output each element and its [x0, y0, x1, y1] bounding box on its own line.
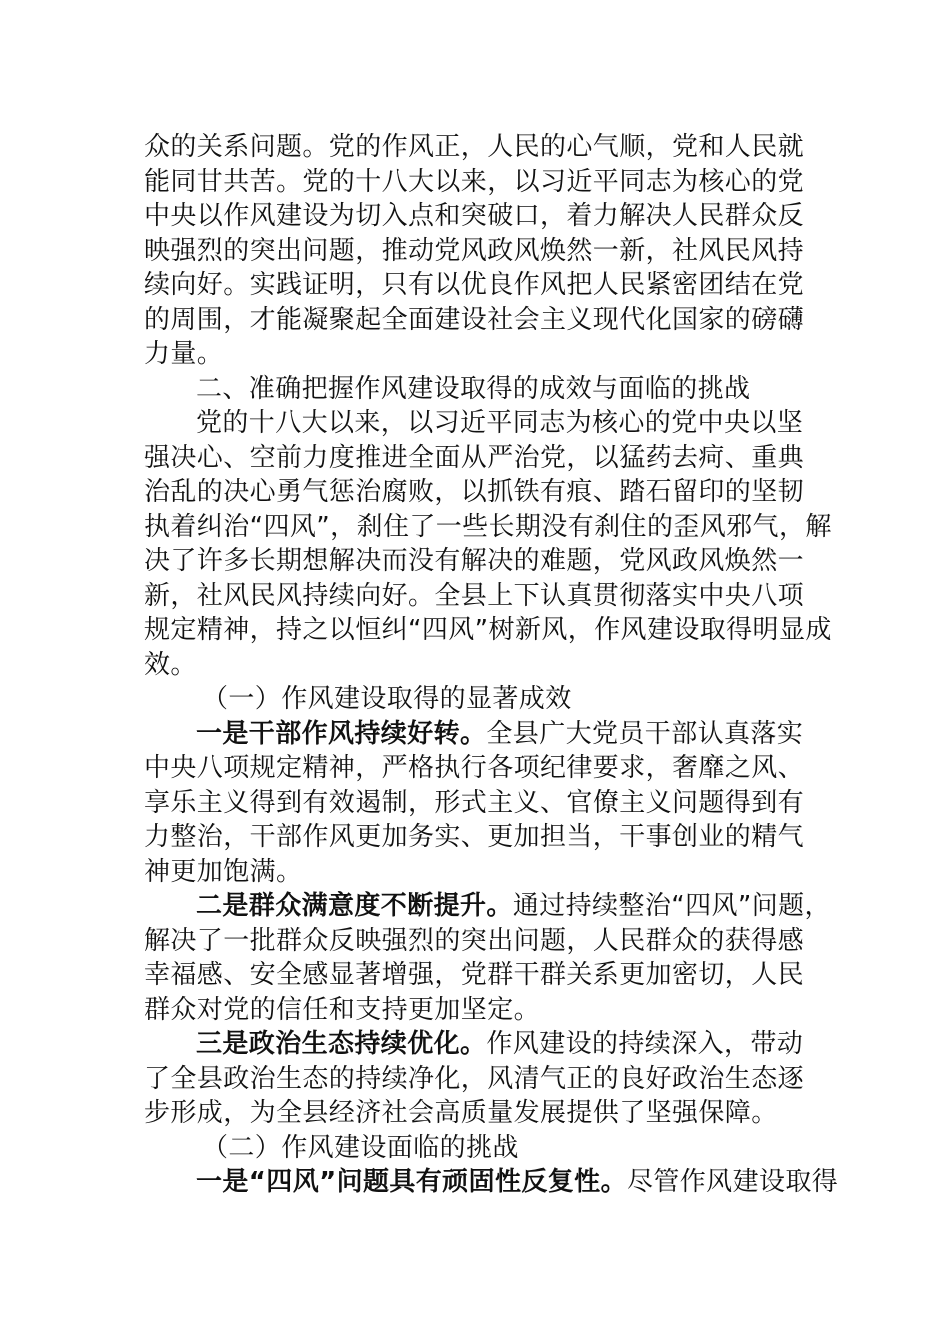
- text-line: 解决了一批群众反映强烈的突出问题，人民群众的获得感: [144, 925, 805, 956]
- text-line: 映强烈的突出问题，推动党风政风焕然一新，社风民风持: [144, 235, 805, 266]
- text-line: 效。: [144, 649, 197, 680]
- text-line: 步形成，为全县经济社会高质量发展提供了坚强保障。: [144, 1098, 778, 1128]
- text-line: 新，社风民风持续向好。全县上下认真贯彻落实中央八项: [144, 580, 805, 611]
- text-line: [144, 717, 806, 752]
- text-line: [144, 1165, 839, 1200]
- text-line: 决了许多长期想解决而没有解决的难题，党风政风焕然一: [144, 546, 805, 576]
- text-line: 群众对党的信任和支持更加坚定。: [144, 994, 541, 1025]
- subsection-heading: （一）作风建设取得的显著成效: [202, 684, 572, 714]
- text-line: [144, 1027, 806, 1062]
- text-line: 续向好。实践证明，只有以优良作风把人民紧密团结在党: [144, 270, 805, 300]
- text-line: 众的关系问题。党的作风正，人民的心气顺，党和人民就: [144, 132, 805, 162]
- text-line: 规定精神，持之以恒纠“四风”树新风，作风建设取得明显成: [144, 615, 832, 645]
- text-line: 党的十八大以来，以习近平同志为核心的党中央以坚: [196, 408, 804, 438]
- text-line: 享乐主义得到有效遏制，形式主义、官僚主义问题得到有: [144, 787, 805, 818]
- bold-lead: 一是“四风”问题具有顽固性反复性。: [196, 1167, 627, 1197]
- text-line: 中央八项规定精神，严格执行各项纪律要求，奢靡之风、: [144, 753, 805, 783]
- text-run: 全县广大党员干部认真落实: [486, 718, 804, 749]
- text-line: 力量。: [144, 339, 224, 369]
- text-line: 治乱的决心勇气惩治腐败，以抓铁有痕、踏石留印的坚韧: [144, 477, 805, 507]
- text-line: 幸福感、安全感显著增强，党群干群关系更加密切，人民: [144, 960, 805, 990]
- document-page: [144, 130, 839, 1200]
- bold-lead: 三是政治生态持续优化。: [196, 1029, 487, 1059]
- text-line: 执着纠治“四风”，刹住了一些长期没有刹住的歪风邪气，解: [144, 511, 832, 542]
- text-line: [144, 889, 831, 924]
- text-line: 中央以作风建设为切入点和突破口，着力解决人民群众反: [144, 201, 805, 231]
- text-run: 尽管作风建设取得: [626, 1167, 839, 1197]
- subsection-heading: （二）作风建设面临的挑战: [202, 1132, 519, 1163]
- text-line: 能同甘共苦。党的十八大以来，以习近平同志为核心的党: [144, 166, 805, 197]
- bold-lead: 二是群众满意度不断提升。: [196, 891, 513, 921]
- text-line: 了全县政治生态的持续净化，风清气正的良好政治生态逐: [144, 1063, 805, 1094]
- text-line: 神更加饱满。: [144, 856, 303, 887]
- text-line: 力整治，干部作风更加务实、更加担当，干事创业的精气: [144, 822, 805, 852]
- text-run: 作风建设的持续深入，带动: [486, 1029, 804, 1059]
- text-line: 的周围，才能凝聚起全面建设社会主义现代化国家的磅礴: [144, 304, 805, 335]
- text-run: 通过持续整治“四风”问题，: [512, 891, 831, 921]
- text-line: 强决心、空前力度推进全面从严治党，以猛药去疴、重典: [144, 442, 805, 473]
- bold-lead: 一是干部作风持续好转。: [196, 718, 487, 749]
- section-heading: 二、准确把握作风建设取得的成效与面临的挑战: [196, 373, 751, 404]
